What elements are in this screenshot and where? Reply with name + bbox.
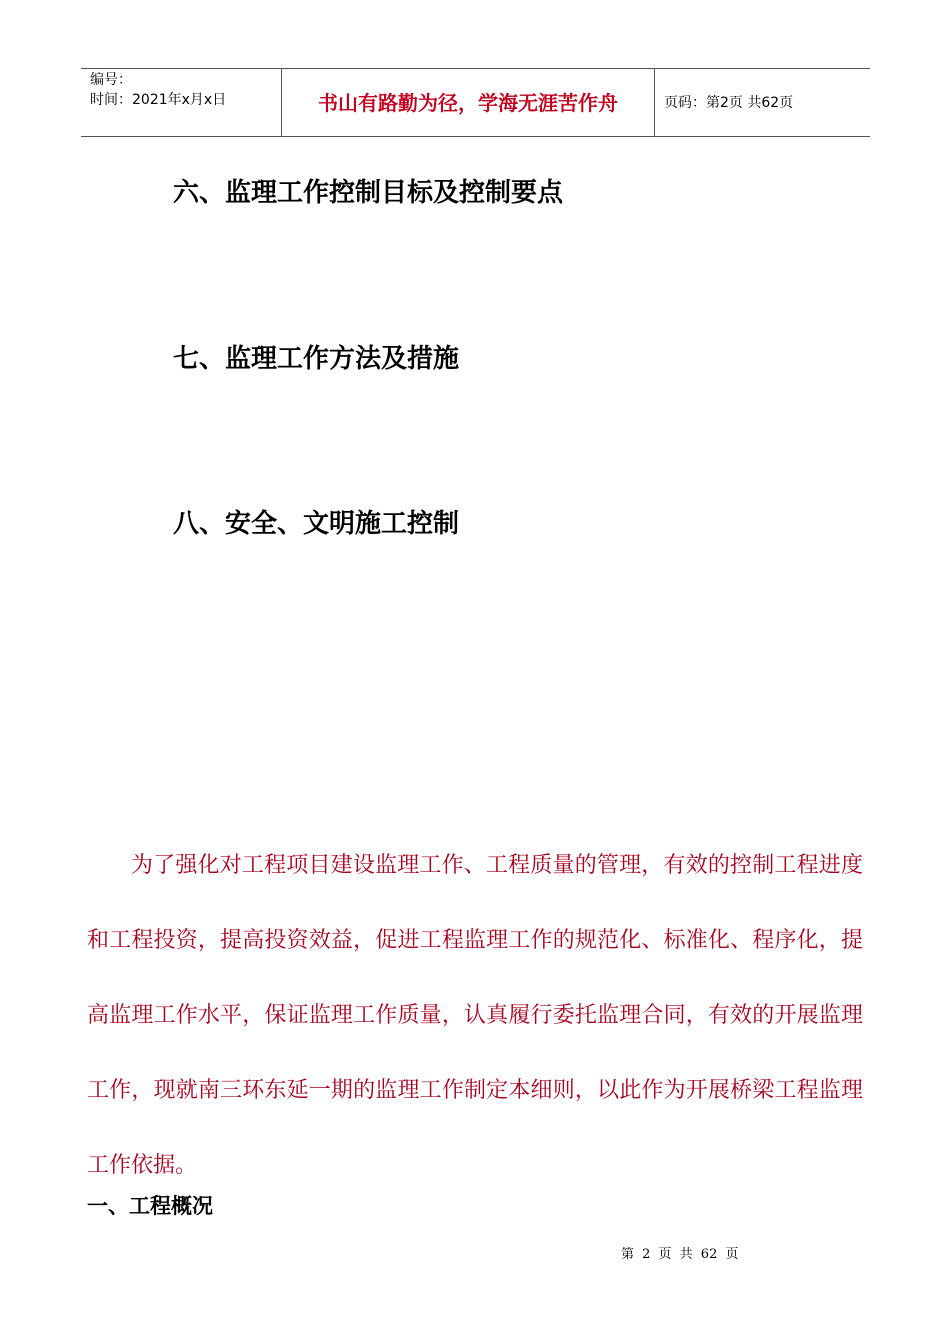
header-page-cell — [655, 69, 870, 136]
section-title: 一、工程概况 — [87, 1194, 213, 1218]
header-meta-cell — [81, 69, 282, 136]
heading-seven: 七、监理工作方法及措施 — [173, 344, 460, 374]
heading-six: 六、监理工作控制目标及控制要点 — [173, 178, 564, 208]
header-motto-cell — [282, 69, 655, 136]
header-motto: 书山有路勤为径，学海无涯苦作舟 — [318, 91, 618, 115]
document-number-label: 编号： — [90, 72, 132, 88]
header-page-info: 页码：第2页 共62页 — [664, 95, 794, 111]
document-date-label: 时间：2021年x月x日 — [90, 92, 227, 108]
page-footer: 第 2 页 共 62 页 — [621, 1247, 739, 1262]
page-header — [81, 68, 870, 137]
body-paragraph: 为了强化对工程项目建设监理工作、工程质量的管理，有效的控制工程进度和工程投资，提高投资效益，促进工程监理工作的规范化、标准化、程序化，提高监理工作水平，保证监理工作质量，认真履行委托监理合同，有效的开展监理工作，现就南三环东延一期的监理工作制定本细则，以此作为开展桥梁工程监理工作依据。 — [87, 853, 863, 1178]
heading-eight: 八、安全、文明施工控制 — [173, 509, 460, 539]
